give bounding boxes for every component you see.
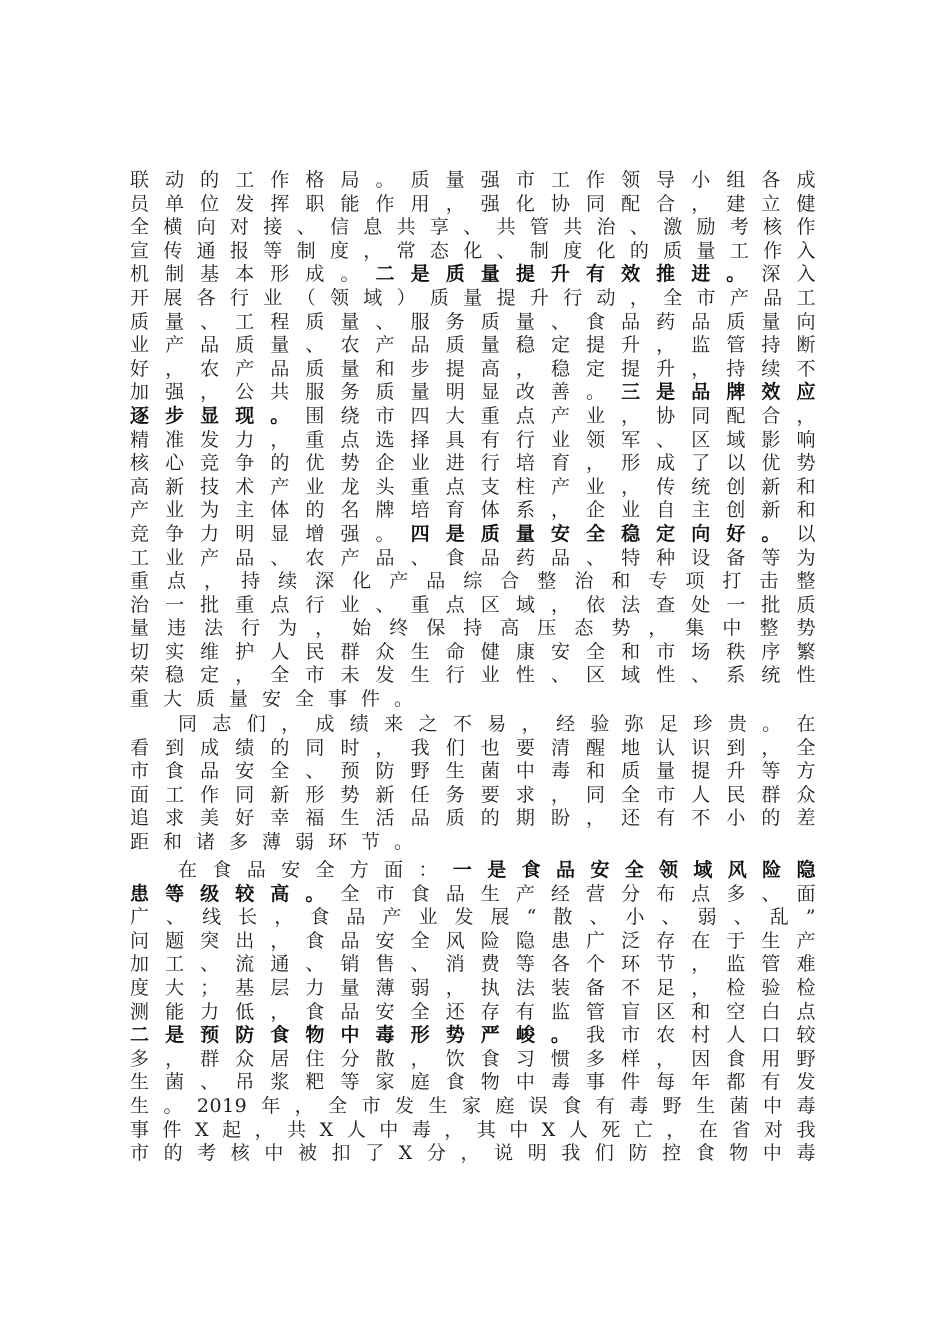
text-line: 治一批重点行业、重点区域，依法查处一批质 [130, 593, 816, 616]
text-line: 重大质量安全事件。 [130, 688, 428, 711]
text-line: 开展各行业（领域）质量提升行动，全市产品工 [130, 286, 816, 309]
bold-heading-text: 二是预防食物中毒形势严峻。 [130, 1024, 587, 1047]
text-line [130, 930, 816, 954]
text-line: 联动的工作格局。质量强市工作领导小组各成 [130, 169, 816, 191]
text-line: 市食品安全、预防野生菌中毒和质量提升等方 [130, 760, 816, 783]
text-line [130, 1001, 816, 1025]
body-text: 生。2019年，全市发生家庭误食有毒野生菌中毒 [130, 1094, 816, 1117]
body-text: 多，群众居住分散，饮食习惯多样，因食用野 [130, 1047, 816, 1070]
text-line [130, 1095, 816, 1119]
body-text: 我市农村人口较 [586, 1024, 816, 1047]
text-line: 宣传通报等制度，常态化、制度化的质量工作入 [130, 239, 816, 262]
text-line: 距和诸多薄弱环节。 [130, 830, 428, 853]
text-line [130, 1119, 816, 1143]
bold-heading-text: 逐步显现。 [130, 404, 306, 427]
body-text: 生菌、吊浆粑等家庭食物中毒事件每年都有发 [130, 1071, 816, 1094]
text-line: 全横向对接、信息共享、共管共治、激励考核作 [130, 216, 816, 239]
text-line: 业产品质量、农产品质量稳定提升，监管持断 [130, 334, 816, 357]
body-text: 在食品安全方面： [178, 859, 453, 881]
text-line: 产业为主体的名牌培育体系，企业自主创新和 [130, 499, 816, 522]
text-line: 质量、工程质量、服务质量、食品药品质量向 [130, 310, 816, 333]
body-text: 全市食品生产经营分布点多、面 [340, 882, 816, 905]
text-line [130, 1071, 816, 1095]
text-line: 精准发力，重点选择具有行业领军、区域影响 [130, 428, 816, 451]
text-line: 机制基本形成。二是质量提升有效推进。深入 [130, 263, 816, 286]
bold-heading-text: 四是质量安全稳定向好。 [410, 522, 797, 545]
text-line: 看到成绩的同时，我们也要清醒地认识到，全 [130, 736, 816, 759]
text-line [130, 906, 816, 930]
body-text: 加工、流通、销售、消费等各个环节，监管难 [130, 953, 816, 976]
text-line [130, 859, 816, 883]
bold-heading-text: 二是质量提升有效推进。 [375, 263, 762, 286]
text-line: 荣稳定，全市未发生行业性、区域性、系统性 [130, 664, 816, 687]
text-line: 量违法行为，始终保持高压态势，集中整势 [130, 617, 816, 640]
paragraph-food-safety [130, 859, 816, 1166]
text-line: 重点，持续深化产品综合整治和专项打击整 [130, 570, 816, 593]
bold-heading-text: 患等级较高。 [130, 882, 341, 905]
text-line: 面工作同新形势新任务要求，同全市人民群众 [130, 783, 816, 806]
bold-heading-text: 三是品牌效应 [621, 381, 816, 404]
body-text: 问题突出，食品安全风险隐患广泛存在于生产 [130, 929, 816, 952]
text-line: 核心竞争的优势企业进行培育，形成了以优势 [130, 452, 816, 475]
text-line: 员单位发挥职能作用，强化协同配合，建立健 [130, 192, 816, 215]
text-line: 竞争力明显增强。四是质量安全稳定向好。以 [130, 522, 816, 545]
text-line [130, 1142, 816, 1166]
body-text: 广、线长，食品产业发展“散、小、弱、乱” [130, 906, 816, 929]
body-text: 事件X起，共X人中毒，其中X人死亡，在省对我 [130, 1118, 816, 1141]
text-line [130, 953, 816, 977]
text-line [130, 1024, 816, 1048]
text-line: 切实维护人民群众生命健康安全和市场秩序繁 [130, 640, 816, 663]
body-text: 市的考核中被扣了X分，说明我们防控食物中毒 [130, 1142, 816, 1165]
paragraph-achievements [130, 169, 816, 712]
text-line: 逐步显现。围绕市四大重点产业，协同配合， [130, 404, 816, 427]
text-line [130, 883, 816, 907]
body-text: 度大；基层力量薄弱，执法装备不足，检验检 [130, 976, 816, 999]
text-line: 高新技术产业龙头重点支柱产业，传统创新和 [130, 475, 816, 498]
text-line: 工业产品、农产品、食品药品、特种设备等为 [130, 546, 816, 569]
text-line: 追求美好幸福生活品质的期盼，还有不小的差 [130, 807, 816, 830]
text-line: 加强，公共服务质量明显改善。三是品牌效应 [130, 381, 816, 404]
text-line: 同志们，成绩来之不易，经验弥足珍贵。在 [178, 713, 816, 735]
text-line [130, 977, 816, 1001]
bold-heading-text: 一是食品安全领域风险隐 [452, 859, 816, 881]
paragraph-awareness [130, 713, 816, 855]
body-text: 测能力低，食品安全还存有监管盲区和空白点 [130, 1000, 816, 1023]
text-line [130, 1048, 816, 1072]
text-line: 好，农产品质量和步提高，稳定提升，持续不 [130, 357, 816, 380]
